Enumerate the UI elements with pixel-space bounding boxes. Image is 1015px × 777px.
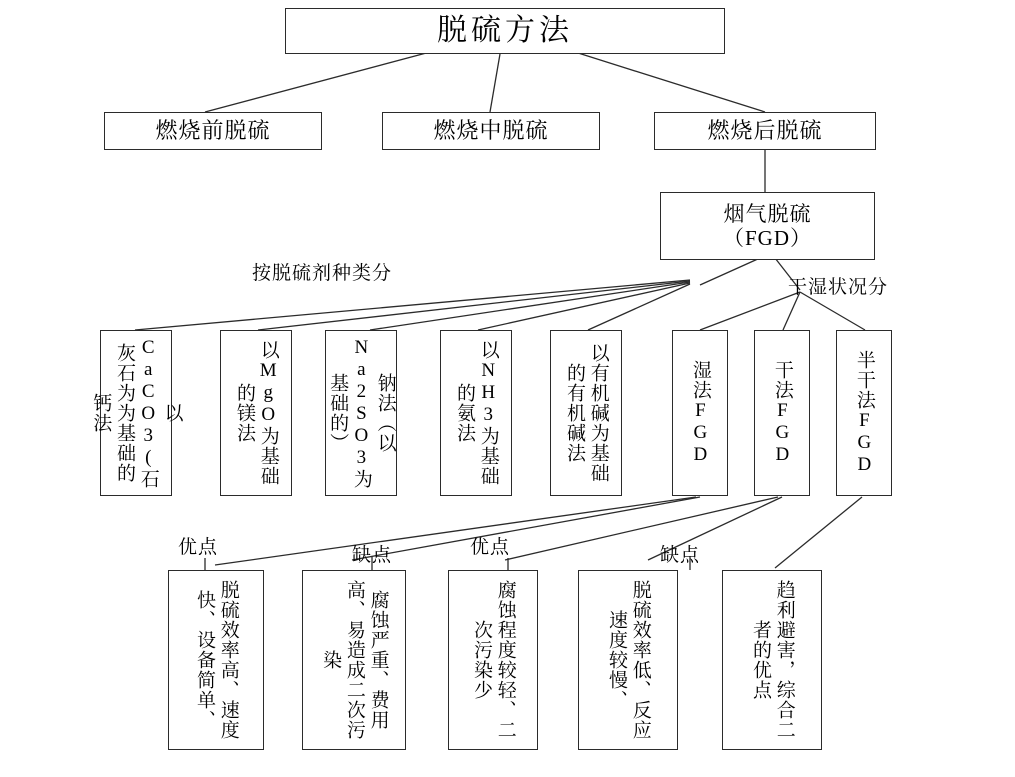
node-agent-calcium: 以CaCO3(石灰石为为基础的钙法 [100, 330, 172, 496]
node-dry-cons: 脱硫效率低、反应速度较慢、 [578, 570, 678, 750]
node-title: 脱硫方法 [285, 8, 725, 54]
caption-wet-pros: 优点 [178, 537, 219, 558]
node-wet-cons: 腐蚀严重、费用高、易造成二次污染 [302, 570, 406, 750]
node-fgd-line1: 烟气脱硫 [723, 201, 812, 226]
node-dry-fgd: 干法FGD [754, 330, 810, 496]
caption-dry-cons: 缺点 [660, 545, 701, 566]
node-wet-fgd: 湿法FGD [672, 330, 728, 496]
node-fgd-line2: （FGD） [722, 226, 812, 250]
node-agent-ammonia: 以NH3为基础的氨法 [440, 330, 512, 496]
node-agent-organic-base: 以有机碱为基础的有机碱法 [550, 330, 622, 496]
node-dry-pros: 腐蚀程度较轻、二次污染少 [448, 570, 538, 750]
node-semidry-fgd: 半干法FGD [836, 330, 892, 496]
node-wet-pros: 脱硫效率高、速度快、设备简单、 [168, 570, 264, 750]
caption-by-wet-dry: 干湿状况分 [788, 277, 889, 298]
caption-dry-pros: 优点 [470, 537, 511, 558]
node-agent-magnesium: 以MgO为基础的镁法 [220, 330, 292, 496]
caption-wet-cons: 缺点 [352, 545, 393, 566]
node-pre-combustion: 燃烧前脱硫 [104, 112, 322, 150]
node-during-combustion: 燃烧中脱硫 [382, 112, 600, 150]
caption-by-agent-type: 按脱硫剂种类分 [252, 263, 393, 284]
node-agent-sodium: 钠法（以Na2SO3为基础的） [325, 330, 397, 496]
node-post-combustion: 燃烧后脱硫 [654, 112, 876, 150]
node-fgd [660, 192, 875, 260]
node-semidry-pros: 趋利避害，综合二者的优点 [722, 570, 822, 750]
